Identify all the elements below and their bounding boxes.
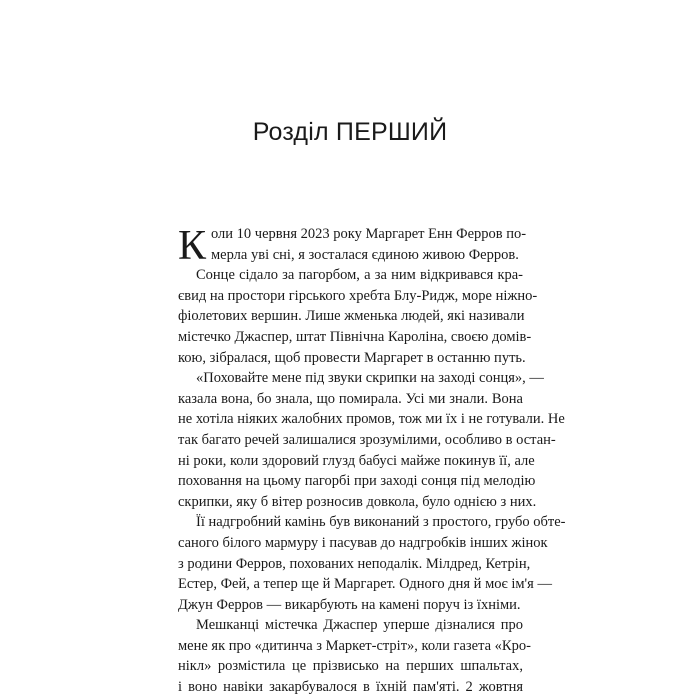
text-line: Сонце сідало за пагорбом, а за ним відкривався кра- <box>196 267 523 284</box>
text-line: Естер, Фей, а тепер ще й Маргарет. Одного дня й моє ім'я — <box>178 576 552 593</box>
text-line: нікл» розмістила це прізвисько на перших шпальтах, <box>178 658 523 675</box>
text-line: містечко Джаспер, штат Північна Кароліна, своєю домів- <box>178 328 532 345</box>
text-line: Джун Ферров — викарбують на камені поруч із їхніми. <box>178 596 521 613</box>
body-text <box>178 223 566 698</box>
text-line: мене як про «дитинча з Маркет-стріт», коли газета «Кро- <box>178 637 531 654</box>
text-line: казала вона, бо знала, що помирала. Усі ми знали. Вона <box>178 390 523 407</box>
text-line: Мешканці містечка Джаспер уперше дізналися про <box>196 617 523 634</box>
text-line: Її надгробний камінь був виконаний з простого, грубо обте- <box>196 514 566 531</box>
text-line: мерла уві сні, я зосталася єдиною живою Ферров. <box>211 246 519 263</box>
text-line: фіолетових вершин. Лише жменька людей, які називали <box>178 308 525 325</box>
text-line: поховання на цьому пагорбі при заході сонця під мелодію <box>178 473 536 490</box>
text-line: ні роки, коли здоровий глузд бабусі майже покинув її, але <box>178 452 535 469</box>
text-line: і воно навіки закарбувалося в їхній пам'яті. 2 жовтня <box>178 679 523 696</box>
chapter-title: Розділ ПЕРШИЙ <box>252 118 448 146</box>
text-line: так багато речей залишалися зрозумілими, особливо в остан- <box>178 431 556 448</box>
text-line: скрипки, яку б вітер розносив довкола, було однією з них. <box>178 493 537 510</box>
text-line: євид на простори гірського хребта Блу-Ридж, море ніжно- <box>178 287 538 304</box>
text-line: оли 10 червня 2023 року Маргарет Енн Ферров по- <box>211 226 527 242</box>
text-line: саного білого мармуру і пасував до надгробків інших жінок <box>178 534 548 551</box>
text-line: «Поховайте мене під звуки скрипки на заході сонця», — <box>196 370 544 387</box>
text-line: кою, зібралася, щоб провести Маргарет в останню путь. <box>178 349 526 366</box>
drop-cap: К <box>178 223 207 269</box>
text-line: з родини Ферров, похованих неподалік. Мілдред, Кетрін, <box>178 555 531 572</box>
text-line: не хотіла ніяких жалобних промов, тож ми їх і не готували. Не <box>178 411 565 428</box>
